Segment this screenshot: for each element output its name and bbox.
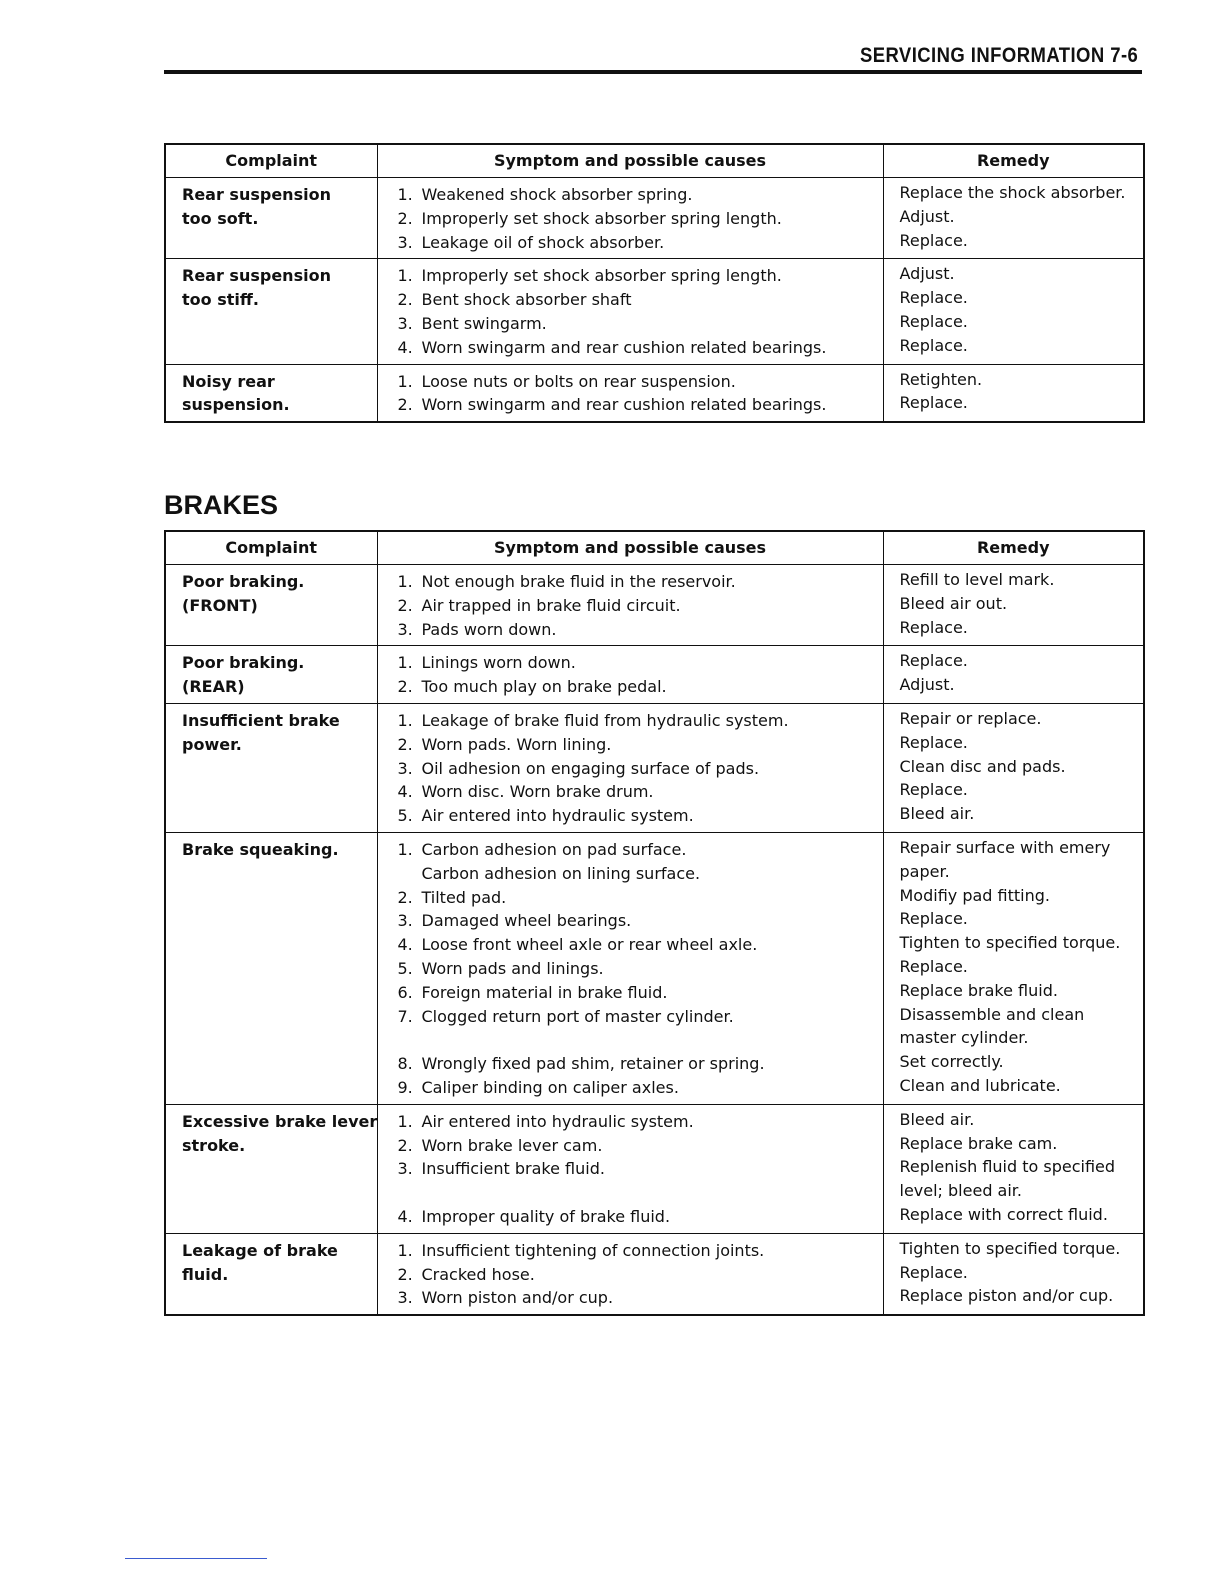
- symptom-line: [398, 757, 877, 781]
- symptom-line: [398, 780, 877, 804]
- remedy-line: Replace.: [899, 651, 968, 671]
- symptom-line: [398, 933, 877, 957]
- symptom-text: Air entered into hydraulic system.: [421, 1111, 694, 1131]
- symptom-text: Linings worn down.: [421, 653, 576, 673]
- page-header: [164, 40, 1142, 74]
- table-row: [165, 1233, 1144, 1315]
- symptom-number: 9.: [397, 1077, 413, 1097]
- symptom-number: 4.: [397, 782, 413, 802]
- table-row: [165, 703, 1144, 832]
- symptom-line: [398, 651, 877, 675]
- symptom-number: 1.: [397, 839, 413, 859]
- brakes-table: [164, 530, 1145, 1316]
- complaint-cell: [165, 364, 377, 422]
- symptom-number: 6.: [397, 982, 413, 1002]
- symptom-header: Symptom and possible causes: [377, 531, 883, 565]
- symptom-text: Weakened shock absorber spring.: [421, 185, 693, 204]
- symptom-line: [398, 957, 877, 981]
- blank-line: [398, 1028, 877, 1052]
- remedy-line: Tighten to specified torque.: [899, 1238, 1121, 1258]
- symptom-number: 2.: [397, 395, 413, 415]
- symptom-text: Damaged wheel bearings.: [421, 911, 632, 931]
- complaint-header: Complaint: [165, 144, 377, 178]
- remedy-line: Replace.: [899, 617, 968, 637]
- symptom-text: Caliper binding on caliper axles.: [421, 1077, 679, 1097]
- symptom-text: Worn swingarm and rear cushion related bearings.: [421, 337, 827, 357]
- symptom-number: 1.: [397, 653, 413, 673]
- symptom-text: Bent shock absorber shaft: [421, 290, 632, 310]
- symptom-line: [398, 570, 877, 594]
- remedy-cell: [883, 832, 1144, 1104]
- remedy-cell: [883, 1233, 1144, 1315]
- symptom-number: 5.: [397, 958, 413, 978]
- symptom-number: 5.: [397, 806, 413, 826]
- remedy-line: master cylinder.: [899, 1028, 1029, 1048]
- symptom-text: Worn brake lever cam.: [421, 1135, 603, 1155]
- symptom-text: Pads worn down.: [421, 619, 557, 639]
- complaint-cell: [165, 259, 377, 364]
- symptom-line: [398, 1286, 877, 1310]
- symptom-line: [398, 1134, 877, 1158]
- complaint-header: Complaint: [165, 531, 377, 565]
- remedy-line: Bleed air.: [899, 1109, 975, 1129]
- remedy-cell: [883, 646, 1144, 704]
- remedy-line: Replace.: [899, 732, 968, 752]
- remedy-line: Replace.: [899, 230, 968, 250]
- symptom-text: Loose front wheel axle or rear wheel axle.: [421, 935, 758, 955]
- remedy-line: Repair surface with emery: [899, 837, 1111, 857]
- suspension-table: [164, 143, 1145, 423]
- table-header-row: [165, 531, 1144, 565]
- table-row: [165, 646, 1144, 704]
- brakes-section-title: BRAKES: [164, 490, 279, 520]
- symptom-line: [398, 675, 877, 699]
- remedy-line: Replace.: [899, 288, 968, 308]
- complaint-line: suspension.: [182, 395, 290, 415]
- symptom-text: Worn pads and linings.: [421, 958, 604, 978]
- symptom-text: Leakage oil of shock absorber.: [421, 232, 665, 252]
- remedy-line: Bleed air.: [899, 804, 975, 824]
- symptom-line: [398, 709, 877, 733]
- remedy-line: Replace.: [899, 1262, 968, 1282]
- symptom-cell: [377, 259, 883, 364]
- remedy-line: Refill to level mark.: [899, 570, 1055, 589]
- symptom-text: Worn disc. Worn brake drum.: [421, 782, 654, 802]
- symptom-text: Worn piston and/or cup.: [421, 1288, 614, 1308]
- table-header-row: [165, 144, 1144, 178]
- symptom-text: Oil adhesion on engaging surface of pads.: [421, 758, 760, 778]
- symptom-text: Insufficient tightening of connection joints.: [421, 1240, 765, 1260]
- symptom-line: [398, 1239, 877, 1263]
- symptom-text: Worn swingarm and rear cushion related bearings.: [421, 395, 827, 415]
- symptom-text: Carbon adhesion on lining surface.: [421, 863, 701, 883]
- symptom-number: 2.: [397, 887, 413, 907]
- symptom-line: [398, 594, 877, 618]
- remedy-line: Replace piston and/or cup.: [899, 1286, 1114, 1306]
- remedy-header: Remedy: [883, 144, 1144, 178]
- symptom-line: [398, 1157, 877, 1181]
- symptom-line: [398, 618, 877, 642]
- symptom-number: 3.: [397, 313, 413, 333]
- complaint-line: Insufficient brake: [182, 710, 340, 730]
- symptom-text: Improper quality of brake fluid.: [421, 1206, 671, 1226]
- remedy-cell: [883, 703, 1144, 832]
- symptom-line: [398, 862, 877, 886]
- symptom-line: [398, 393, 877, 417]
- symptom-line: [398, 370, 877, 394]
- remedy-line: Replace.: [899, 311, 968, 331]
- symptom-number: 1.: [397, 266, 413, 286]
- symptom-number: 3.: [397, 758, 413, 778]
- symptom-text: Clogged return port of master cylinder.: [421, 1006, 734, 1026]
- symptom-line: [398, 909, 877, 933]
- symptom-cell: [377, 703, 883, 832]
- symptom-text: Improperly set shock absorber spring length.: [421, 208, 782, 228]
- symptom-line: [398, 1205, 877, 1229]
- symptom-line: [398, 264, 877, 288]
- remedy-line: Modifiy pad fitting.: [899, 885, 1050, 905]
- remedy-line: Replace.: [899, 909, 968, 929]
- symptom-line: [398, 288, 877, 312]
- symptom-line: [398, 207, 877, 231]
- symptom-text: Insufficient brake fluid.: [421, 1159, 605, 1179]
- symptom-number: 1.: [397, 1111, 413, 1131]
- table-row: [165, 178, 1144, 259]
- remedy-cell: [883, 259, 1144, 364]
- symptom-number: 7.: [397, 1006, 413, 1026]
- remedy-line: Adjust.: [899, 206, 955, 226]
- remedy-line: Adjust.: [899, 264, 955, 284]
- symptom-text: Loose nuts or bolts on rear suspension.: [421, 371, 736, 391]
- complaint-line: Leakage of brake: [182, 1240, 338, 1260]
- remedy-line: Replace with correct fluid.: [899, 1204, 1108, 1224]
- complaint-line: stroke.: [182, 1135, 246, 1155]
- remedy-line: Replace brake fluid.: [899, 980, 1058, 1000]
- complaint-line: Poor braking.: [182, 653, 305, 673]
- symptom-line: [398, 312, 877, 336]
- symptom-number: 2.: [397, 677, 413, 697]
- table-row: [165, 1104, 1144, 1233]
- symptom-number: 2.: [397, 1135, 413, 1155]
- symptom-cell: [377, 178, 883, 259]
- symptom-text: Air trapped in brake fluid circuit.: [421, 595, 681, 615]
- symptom-number: 1.: [397, 185, 413, 204]
- table-row: [165, 565, 1144, 646]
- complaint-cell: [165, 646, 377, 704]
- remedy-line: Clean disc and pads.: [899, 756, 1066, 776]
- symptom-number: 3.: [397, 619, 413, 639]
- complaint-line: Poor braking.: [182, 572, 305, 591]
- symptom-text: Worn pads. Worn lining.: [421, 734, 612, 754]
- symptom-line: [398, 1052, 877, 1076]
- symptom-number: 2.: [397, 208, 413, 228]
- complaint-cell: [165, 703, 377, 832]
- page-link-underline: [125, 1558, 267, 1559]
- symptom-line: [398, 1076, 877, 1100]
- symptom-number: 1.: [397, 710, 413, 730]
- remedy-line: Tighten to specified torque.: [899, 933, 1121, 953]
- symptom-number: 2.: [397, 734, 413, 754]
- symptom-text: Cracked hose.: [421, 1264, 535, 1284]
- remedy-line: Replace brake cam.: [899, 1133, 1058, 1153]
- symptom-number: 3.: [397, 1159, 413, 1179]
- symptom-number: 1.: [397, 572, 413, 591]
- symptom-number: 2.: [397, 290, 413, 310]
- symptom-number: 3.: [397, 1288, 413, 1308]
- remedy-line: Replace the shock absorber.: [899, 183, 1126, 202]
- remedy-cell: [883, 178, 1144, 259]
- symptom-number: 3.: [397, 232, 413, 252]
- remedy-header: Remedy: [883, 531, 1144, 565]
- symptom-line: [398, 231, 877, 255]
- symptom-line: [398, 183, 877, 207]
- symptom-text: Wrongly fixed pad shim, retainer or spring.: [421, 1054, 765, 1074]
- remedy-line: paper.: [899, 861, 950, 881]
- symptom-number: 3.: [397, 911, 413, 931]
- symptom-cell: [377, 364, 883, 422]
- blank-line: [398, 1181, 877, 1205]
- remedy-line: Replenish fluid to specified: [899, 1157, 1116, 1177]
- complaint-line: Rear suspension: [182, 185, 331, 204]
- complaint-line: too stiff.: [182, 290, 259, 310]
- symptom-number: 2.: [397, 1264, 413, 1284]
- symptom-number: 4.: [397, 337, 413, 357]
- symptom-text: Foreign material in brake fluid.: [421, 982, 668, 1002]
- symptom-text: Tilted pad.: [421, 887, 507, 907]
- symptom-text: Air entered into hydraulic system.: [421, 806, 694, 826]
- symptom-line: [398, 1005, 877, 1029]
- remedy-line: Adjust.: [899, 675, 955, 695]
- symptom-cell: [377, 1104, 883, 1233]
- remedy-line: Set correctly.: [899, 1052, 1004, 1072]
- symptom-number: 1.: [397, 1240, 413, 1260]
- symptom-number: 2.: [397, 595, 413, 615]
- complaint-cell: [165, 832, 377, 1104]
- symptom-text: Not enough brake fluid in the reservoir.: [421, 572, 736, 591]
- symptom-line: [398, 1110, 877, 1134]
- complaint-line: fluid.: [182, 1264, 229, 1284]
- remedy-line: Disassemble and clean: [899, 1004, 1085, 1024]
- table-row: [165, 364, 1144, 422]
- symptom-line: [398, 336, 877, 360]
- symptom-line: [398, 804, 877, 828]
- symptom-line: [398, 733, 877, 757]
- symptom-header: Symptom and possible causes: [377, 144, 883, 178]
- complaint-line: Brake squeaking.: [182, 839, 339, 859]
- remedy-line: level; bleed air.: [899, 1181, 1022, 1201]
- symptom-number: 8.: [397, 1054, 413, 1074]
- symptom-text: Bent swingarm.: [421, 313, 547, 333]
- remedy-line: Repair or replace.: [899, 708, 1042, 728]
- remedy-line: Clean and lubricate.: [899, 1075, 1061, 1095]
- symptom-text: Leakage of brake fluid from hydraulic system.: [421, 710, 789, 730]
- complaint-line: Excessive brake lever: [182, 1111, 378, 1131]
- complaint-line: (REAR): [182, 677, 245, 697]
- suspension-table-body: [165, 178, 1144, 423]
- remedy-line: Bleed air out.: [899, 593, 1008, 613]
- brakes-table-body: [165, 565, 1144, 1316]
- symptom-line: [398, 838, 877, 862]
- complaint-line: power.: [182, 734, 242, 754]
- symptom-number: 1.: [397, 371, 413, 391]
- complaint-line: (FRONT): [182, 595, 258, 615]
- symptom-text: Carbon adhesion on pad surface.: [421, 839, 687, 859]
- symptom-text: Too much play on brake pedal.: [421, 677, 667, 697]
- complaint-cell: [165, 1104, 377, 1233]
- symptom-line: [398, 886, 877, 910]
- table-row: [165, 259, 1144, 364]
- remedy-cell: [883, 565, 1144, 646]
- complaint-cell: [165, 565, 377, 646]
- complaint-cell: [165, 1233, 377, 1315]
- header-title: SERVICING INFORMATION 7-6: [859, 44, 1138, 67]
- symptom-cell: [377, 646, 883, 704]
- complaint-line: Noisy rear: [182, 371, 275, 391]
- header-rule: [164, 70, 1142, 74]
- complaint-line: too soft.: [182, 208, 259, 228]
- symptom-cell: [377, 832, 883, 1104]
- symptom-line: [398, 981, 877, 1005]
- remedy-line: Retighten.: [899, 369, 983, 389]
- symptom-number: 4.: [397, 935, 413, 955]
- remedy-cell: [883, 364, 1144, 422]
- remedy-line: Replace.: [899, 393, 968, 413]
- table-row: [165, 832, 1144, 1104]
- symptom-cell: [377, 565, 883, 646]
- symptom-line: [398, 1263, 877, 1287]
- symptom-cell: [377, 1233, 883, 1315]
- symptom-number: 4.: [397, 1206, 413, 1226]
- remedy-line: Replace.: [899, 780, 968, 800]
- remedy-cell: [883, 1104, 1144, 1233]
- symptom-text: Improperly set shock absorber spring length.: [421, 266, 782, 286]
- complaint-line: Rear suspension: [182, 266, 331, 286]
- remedy-line: Replace.: [899, 956, 968, 976]
- remedy-line: Replace.: [899, 335, 968, 355]
- complaint-cell: [165, 178, 377, 259]
